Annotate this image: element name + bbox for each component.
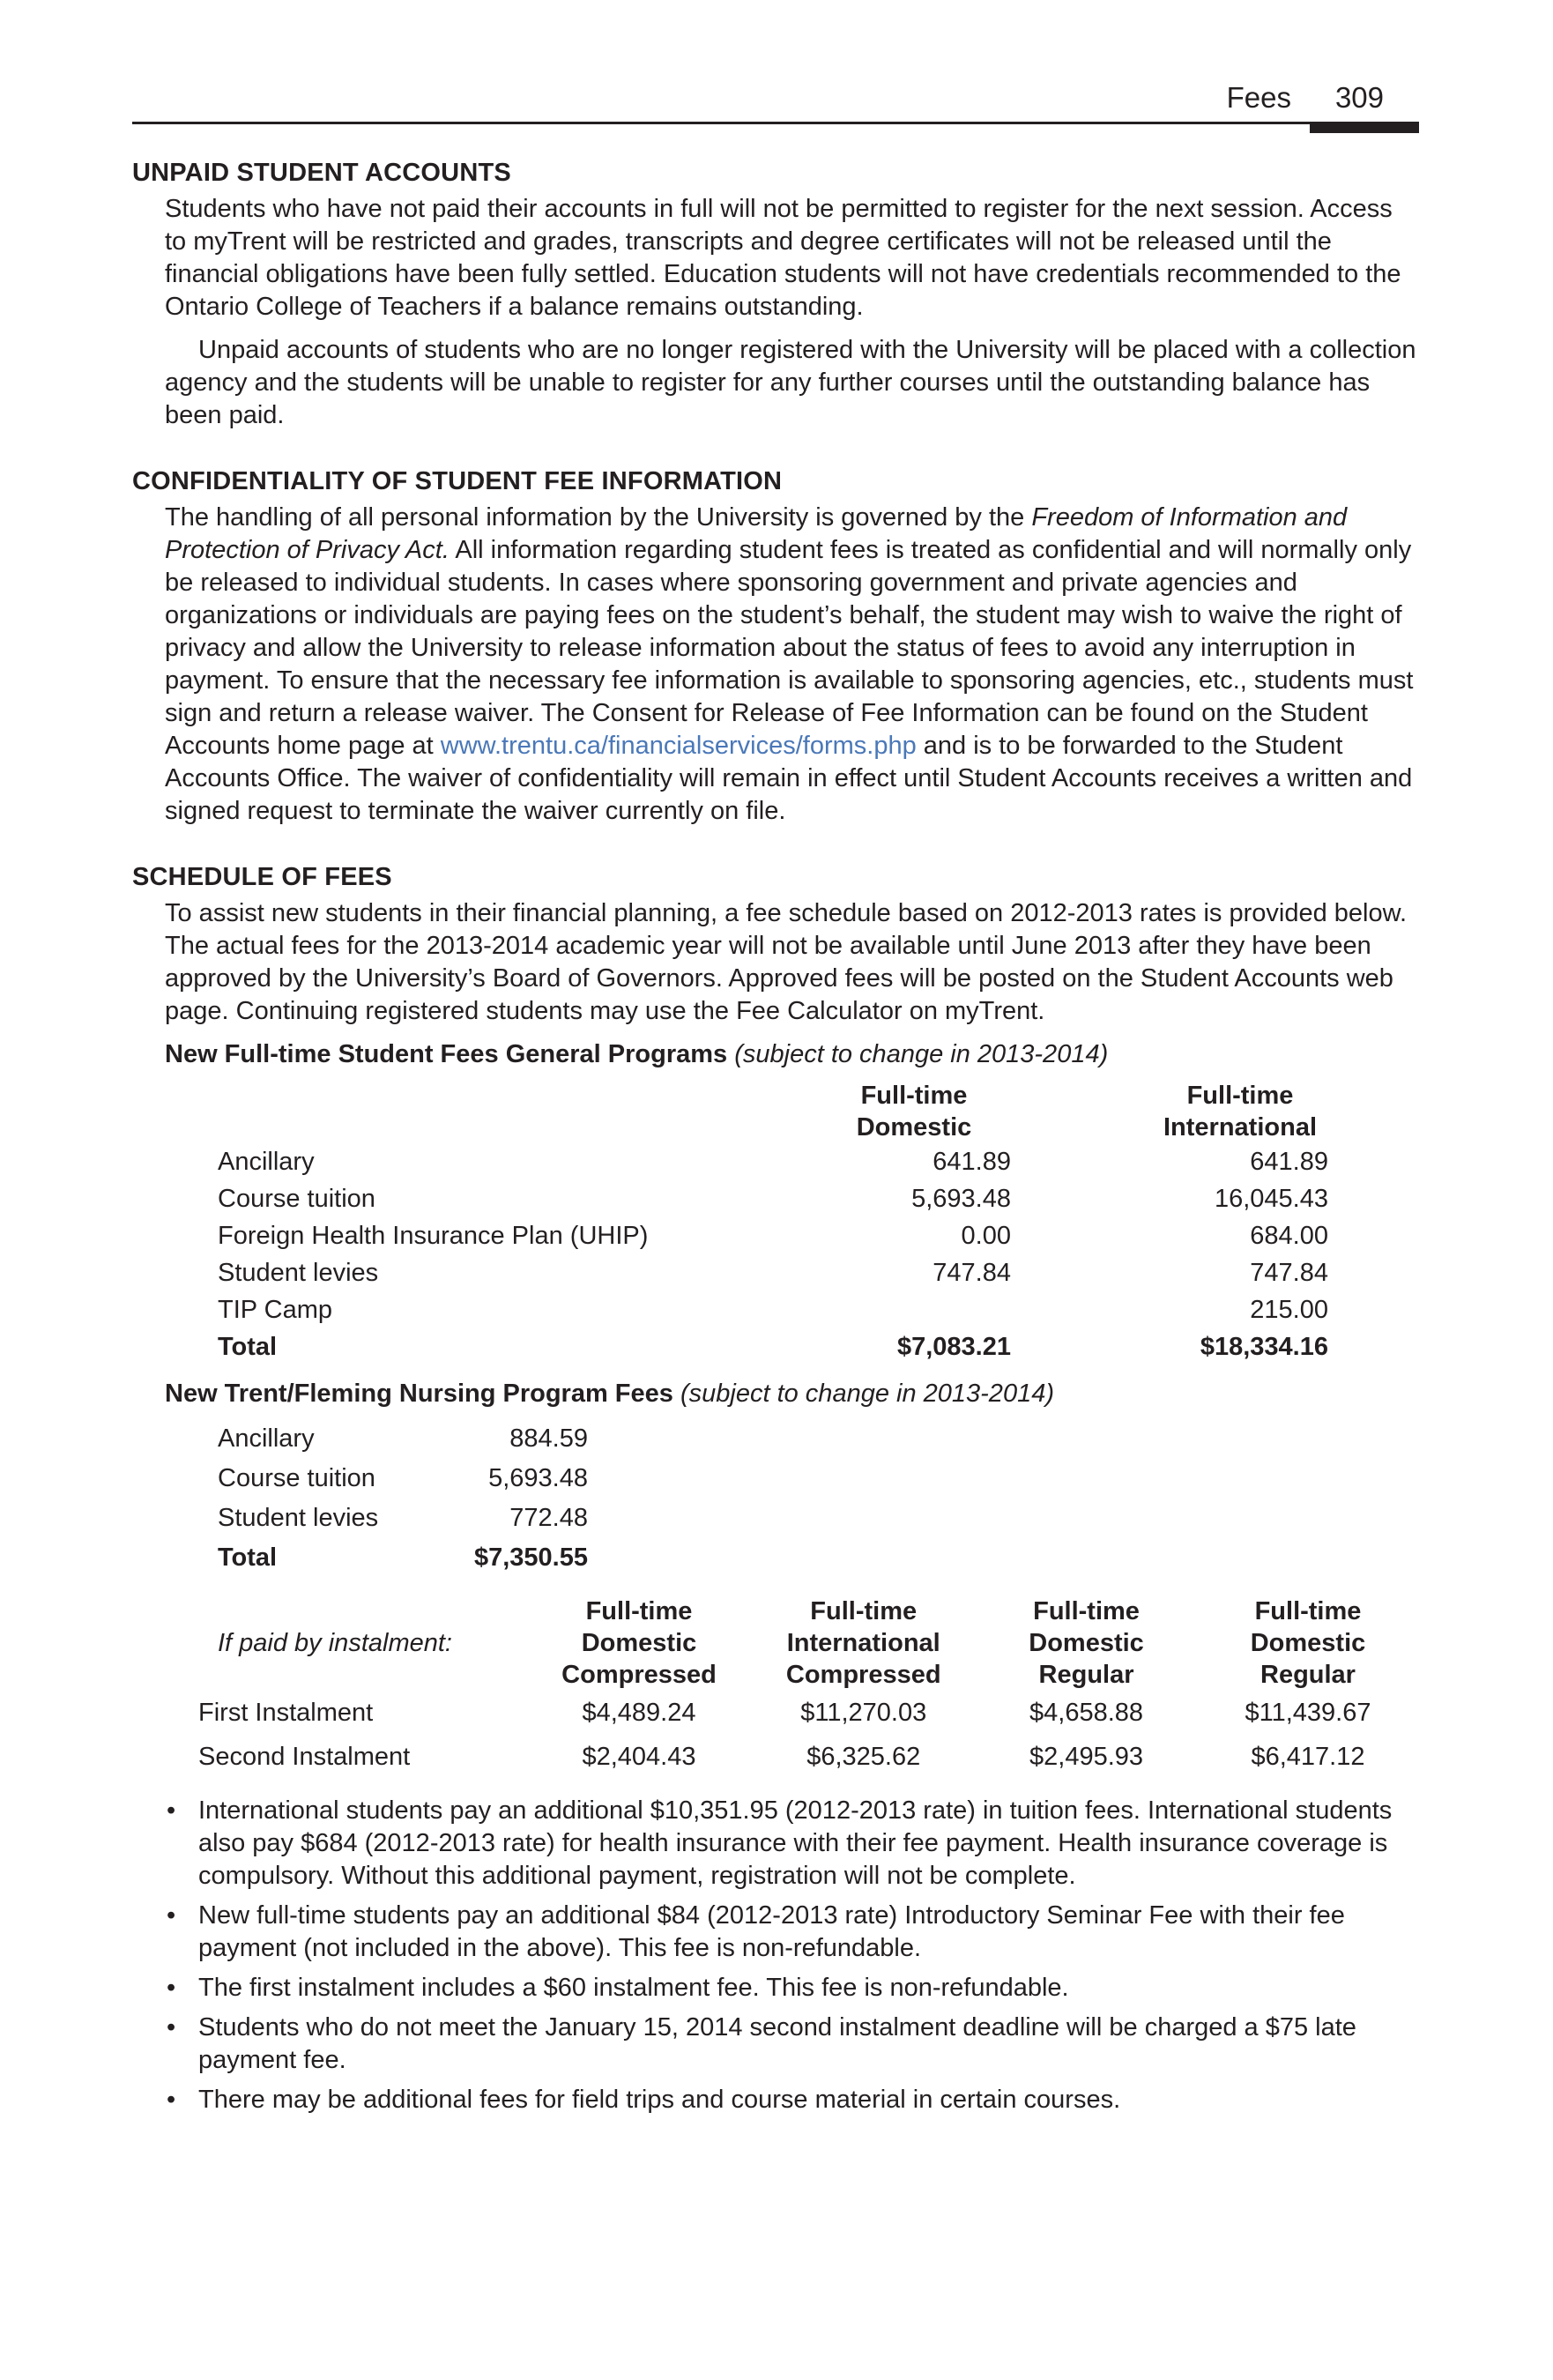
list-item: • International students pay an additional $10,351.95 (2012-2013 rate) in tuition fees. International students also pay $684 (2012-2013 rate) for health insurance with their fee payment. Health insurance coverage is compulsory. Without this additional payment, registration will not be complete. <box>167 1796 1393 1890</box>
table-row: Foreign Health Insurance Plan (UHIP) 0.00 684.00 <box>218 1222 1328 1250</box>
heading-schedule: SCHEDULE OF FEES <box>132 863 392 891</box>
section-unpaid-accounts <box>132 159 1419 432</box>
bullet-icon: • <box>167 2013 176 2042</box>
page-number-bar <box>1310 122 1419 133</box>
general-fees-title-italic: (subject to change in 2013-2014) <box>734 1040 1109 1068</box>
col-full-time-domestic: Full-time Domestic <box>856 1082 972 1142</box>
section-schedule <box>132 863 1419 2116</box>
col-international-compressed: Full-time International Compressed <box>785 1597 941 1689</box>
bullet-icon: • <box>167 1796 176 1825</box>
confidentiality-text-middle: All information regarding student fees is treated as confidential and will normally only be released to individual students. In cases where sponsoring government and private agencies and organizations or individuals are paying fees on the student’s behalf, the student may wish to waive the right of privacy and allow the University to release information about the status of fees to avoid any interruption in payment. To ensure that the necessary fee information is available to sponsoring agencies, etc., students must sign and return a release waiver. The Consent for Release of Fee Information can be found on the Student Accounts home page at <box>165 536 1414 760</box>
instalment-header <box>198 1595 1419 1691</box>
table-row: Ancillary 884.59 <box>218 1424 588 1453</box>
col-full-time-international: Full-time International <box>1163 1082 1317 1142</box>
bullet-icon: • <box>167 1974 176 2002</box>
general-fees-total-row: Total $7,083.21 $18,334.16 <box>218 1333 1328 1361</box>
table-row: Second Instalment $2,404.43 $6,325.62 $2,495.93 $6,417.12 <box>198 1743 1365 1771</box>
content <box>132 159 1419 2123</box>
confidentiality-paragraph <box>165 502 1419 828</box>
confidentiality-text-end: and is to be forwarded to the Student Accounts Office. The waiver of confidentiality will remain in effect until Student Accounts receives a written and signed request to terminate the waiver currently on file. <box>165 732 1413 825</box>
unpaid-paragraph-1: Students who have not paid their accounts in full will not be permitted to register for the next session. Access to myTrent will be restricted and grades, transcripts and degree certificates will not be released until the financial obligations have been fully settled. Education students will not have credentials recommended to the Ontario College of Teachers if a balance remains outstanding. <box>165 195 1401 321</box>
table-row: Ancillary 641.89 641.89 <box>218 1148 1328 1176</box>
page-number: 309 <box>1334 81 1384 114</box>
general-fees-title-bold: New Full-time Student Fees General Programs <box>165 1040 728 1068</box>
general-fees-title <box>165 1038 1419 1071</box>
list-item: • New full-time students pay an additional $84 (2012-2013 rate) Introductory Seminar Fee with their fee payment (not included in the above). This fee is non-refundable. <box>167 1901 1345 1962</box>
table-row: Course tuition 5,693.48 16,045.43 <box>218 1185 1328 1213</box>
bullet-icon: • <box>167 1901 176 1930</box>
running-head-section: Fees <box>1226 81 1291 114</box>
unpaid-paragraph-2: Unpaid accounts of students who are no longer registered with the University will be placed with a collection agency and the students will be unable to register for any further courses until the outstanding balance has been paid. <box>165 336 1416 429</box>
schedule-intro: To assist new students in their financial planning, a fee schedule based on 2012-2013 rates is provided below. The actual fees for the 2013-2014 academic year will not be available until June 2013 after they have been approved by the University’s Board of Governors. Approved fees will be posted on the Student Accounts web page. Continuing registered students may use the Fee Calculator on myTrent. <box>165 899 1408 1025</box>
list-item: • There may be additional fees for field trips and course material in certain courses. <box>165 2084 1419 2116</box>
nursing-fees-title <box>165 1378 1419 1410</box>
nursing-fees-title-italic: (subject to change in 2013-2014) <box>680 1380 1054 1408</box>
nursing-fees-table <box>218 1419 588 1578</box>
fee-notes-list <box>165 1795 1419 2116</box>
heading-unpaid-accounts: UNPAID STUDENT ACCOUNTS <box>132 159 511 187</box>
forms-link[interactable]: www.trentu.ca/financialservices/forms.php <box>440 732 917 760</box>
general-fees-table <box>218 1080 1328 1365</box>
list-item: • The first instalment includes a $60 instalment fee. This fee is non-refundable. <box>165 1972 1419 2004</box>
instalment-label: If paid by instalment: <box>218 1629 452 1657</box>
col-domestic-compressed: Full-time Domestic Compressed <box>561 1597 717 1689</box>
heading-confidentiality: CONFIDENTIALITY OF STUDENT FEE INFORMATION <box>132 467 783 495</box>
general-fees-header <box>218 1080 1328 1143</box>
table-row: Course tuition 5,693.48 <box>218 1464 588 1492</box>
nursing-fees-total-row: Total $7,350.55 <box>218 1543 588 1572</box>
bullet-icon: • <box>167 2086 176 2114</box>
col-international-regular: Full-time Domestic Regular <box>1250 1597 1366 1689</box>
running-head <box>132 76 1419 124</box>
nursing-fees-title-bold: New Trent/Fleming Nursing Program Fees <box>165 1380 673 1408</box>
section-confidentiality <box>132 467 1419 828</box>
list-item: • Students who do not meet the January 15, 2014 second instalment deadline will be charged a $75 late payment fee. <box>167 2013 1356 2074</box>
instalment-table <box>198 1595 1419 1779</box>
confidentiality-text-start: The handling of all personal information by the University is governed by the <box>165 503 1032 532</box>
table-row: First Instalment $4,489.24 $11,270.03 $4,658.88 $11,439.67 <box>198 1699 1371 1727</box>
table-row: Student levies 747.84 747.84 <box>218 1259 1328 1287</box>
privacy-act-title: Freedom of Information and Protection of Privacy Act. <box>165 503 1348 564</box>
table-row: Student levies 772.48 <box>218 1504 588 1532</box>
col-domestic-regular: Full-time Domestic Regular <box>1029 1597 1144 1689</box>
table-row: TIP Camp 215.00 <box>218 1296 1328 1324</box>
